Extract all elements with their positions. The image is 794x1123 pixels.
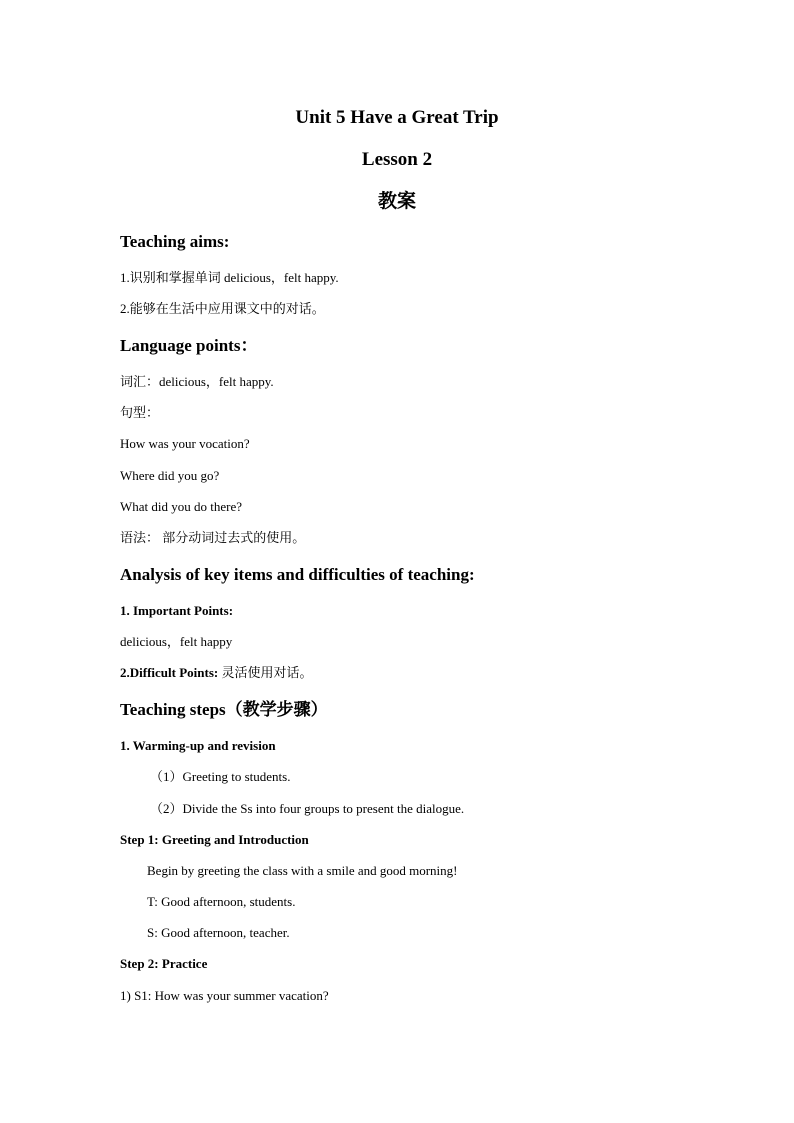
warmup-label: 1. Warming-up and revision bbox=[120, 738, 276, 753]
teaching-steps-heading: Teaching steps（教学步骤） bbox=[120, 700, 328, 719]
sentence-pattern-3: What did you do there? bbox=[120, 499, 243, 514]
step-2-line-1: 1) S1: How was your summer vacation? bbox=[120, 988, 329, 1003]
important-points-value: delicious，felt happy bbox=[120, 634, 233, 649]
teaching-aims-heading: Teaching aims: bbox=[120, 232, 230, 251]
sentence-pattern-2: Where did you go? bbox=[120, 468, 220, 483]
unit-title: Unit 5 Have a Great Trip bbox=[295, 107, 499, 128]
warmup-item-2: （2）Divide the Ss into four groups to present the dialogue. bbox=[150, 801, 465, 816]
grammar-line: 语法： 部分动词过去式的使用。 bbox=[120, 530, 306, 545]
sentence-pattern-1: How was your vocation? bbox=[120, 436, 250, 451]
important-points-label: 1. Important Points: bbox=[120, 603, 234, 618]
difficult-points-line bbox=[120, 664, 312, 682]
aim-item-2: 2.能够在生活中应用课文中的对话。 bbox=[120, 301, 325, 316]
aim-item-1: 1.识别和掌握单词 delicious，felt happy. bbox=[120, 270, 339, 285]
difficult-points-value: 灵活使用对话。 bbox=[218, 665, 313, 680]
step-1-line-2: T: Good afternoon, students. bbox=[147, 894, 296, 909]
warmup-item-1: （1）Greeting to students. bbox=[150, 769, 291, 784]
step-1-line-1: Begin by greeting the class with a smile and good morning! bbox=[147, 863, 458, 878]
analysis-heading: Analysis of key items and difficulties of teaching: bbox=[120, 565, 475, 584]
step-1-label: Step 1: Greeting and Introduction bbox=[120, 832, 309, 847]
sentence-pattern-label: 句型： bbox=[120, 405, 160, 420]
step-1-line-3: S: Good afternoon, teacher. bbox=[147, 925, 290, 940]
difficult-points-label: 2.Difficult Points: bbox=[120, 665, 219, 680]
lesson-title: Lesson 2 bbox=[361, 149, 433, 170]
language-points-heading: Language points： bbox=[120, 336, 258, 355]
step-2-label: Step 2: Practice bbox=[120, 956, 208, 971]
lesson-plan-title: 教案 bbox=[377, 191, 416, 212]
vocabulary-line: 词汇：delicious，felt happy. bbox=[120, 374, 274, 389]
